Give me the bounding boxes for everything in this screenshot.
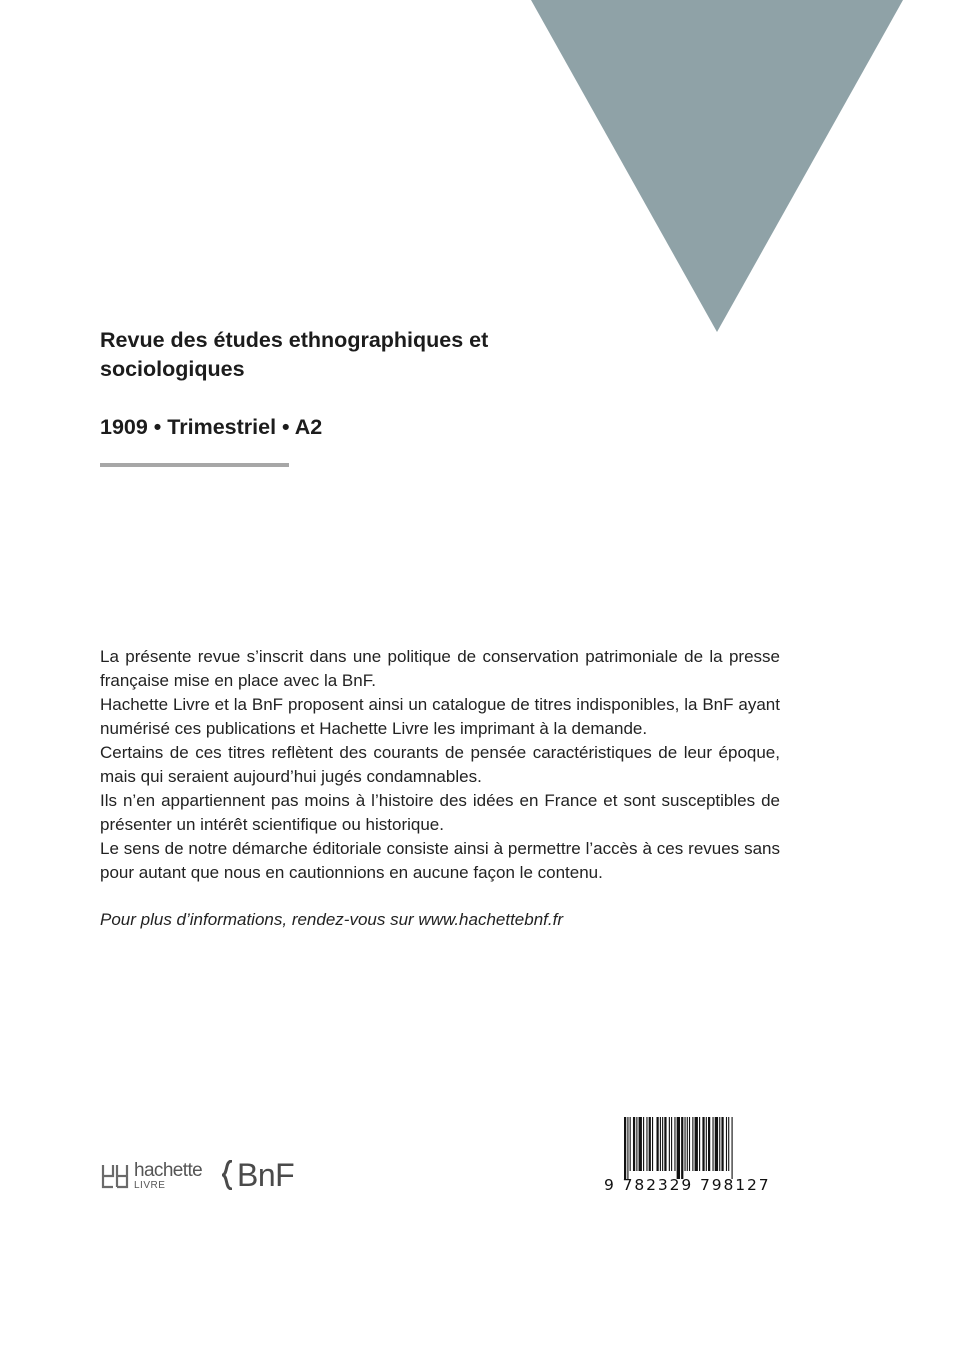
barcode-bars	[604, 1117, 782, 1179]
barcode-digits: 9 782329 798127	[604, 1176, 771, 1194]
barcode-bar	[630, 1117, 631, 1171]
barcode-bar	[726, 1117, 727, 1171]
notice-paragraph: Hachette Livre et la BnF proposent ainsi un catalogue de titres indisponibles, la BnF ayant numérisé ces publications et Hachette Livre les imprimant à la demande.	[100, 695, 780, 738]
barcode-bar	[652, 1117, 653, 1171]
barcode-bar	[664, 1117, 666, 1171]
barcode-bar	[677, 1117, 680, 1179]
more-info-line: Pour plus d’informations, rendez-vous sur www.hachettebnf.fr	[100, 910, 564, 929]
barcode-bar	[643, 1117, 644, 1171]
hachette-livre-logo	[101, 1160, 202, 1192]
barcode-bar	[633, 1117, 635, 1171]
barcode-bar	[692, 1117, 693, 1171]
barcode-bar	[728, 1117, 729, 1171]
barcode-bar	[721, 1117, 723, 1171]
journal-title: Revue des études ethnographiques et sociologiques	[100, 328, 489, 381]
notice-paragraph: Le sens de notre démarche éditoriale consiste ainsi à permettre l’accès à ces revues sans pour autant que nous en cautionnions en aucune façon le contenu.	[100, 839, 780, 882]
barcode-bar	[706, 1117, 707, 1171]
barcode-bar	[695, 1117, 698, 1171]
barcode-bar	[669, 1117, 670, 1171]
hachette-mark-icon	[101, 1162, 129, 1190]
barcode-bar	[702, 1117, 704, 1171]
barcode-bar	[660, 1117, 661, 1171]
barcode-bar	[639, 1117, 642, 1171]
decorative-triangle	[531, 0, 903, 332]
barcode-bar	[681, 1117, 683, 1179]
hachette-sub-wordmark: LIVRE	[134, 1180, 166, 1191]
journal-subtitle: 1909 • Trimestriel • A2	[100, 415, 323, 439]
barcode-bar	[627, 1117, 628, 1179]
barcode-bar	[674, 1117, 675, 1171]
barcode-bar	[656, 1117, 658, 1171]
barcode-bar	[708, 1117, 710, 1171]
barcode-bar	[715, 1117, 718, 1171]
barcode-bar	[649, 1117, 651, 1171]
barcode-bar	[636, 1117, 637, 1171]
bnf-bracket-icon	[222, 1160, 234, 1190]
title-rule	[100, 463, 289, 467]
isbn-barcode	[604, 1117, 782, 1197]
notice-paragraph: La présente revue s’inscrit dans une politique de conservation patrimoniale de la presse française mise en place avec la BnF.	[100, 647, 780, 690]
notice-text	[100, 645, 780, 885]
barcode-bar	[689, 1117, 690, 1171]
barcode-bar	[732, 1117, 733, 1179]
barcode-bar	[671, 1117, 672, 1171]
bnf-wordmark: BnF	[237, 1156, 295, 1193]
barcode-bar	[646, 1117, 647, 1171]
barcode-bar	[719, 1117, 720, 1171]
barcode-bar	[684, 1117, 685, 1171]
hachette-wordmark: hachette	[134, 1160, 203, 1181]
barcode-bar	[699, 1117, 700, 1171]
notice-paragraph: Certains de ces titres reflètent des courants de pensée caractéristiques de leur époque, mais qui seraient aujourd’hui jugés condamnables.	[100, 743, 780, 786]
notice-paragraph: Ils n’en appartiennent pas moins à l’histoire des idées en France et sont susceptibles de présenter un intérêt scientifique ou historique.	[100, 791, 780, 834]
bnf-logo	[222, 1155, 294, 1195]
barcode-bar	[624, 1117, 626, 1179]
barcode-bar	[687, 1117, 688, 1171]
barcode-bar	[662, 1117, 663, 1171]
barcode-bar	[712, 1117, 713, 1171]
